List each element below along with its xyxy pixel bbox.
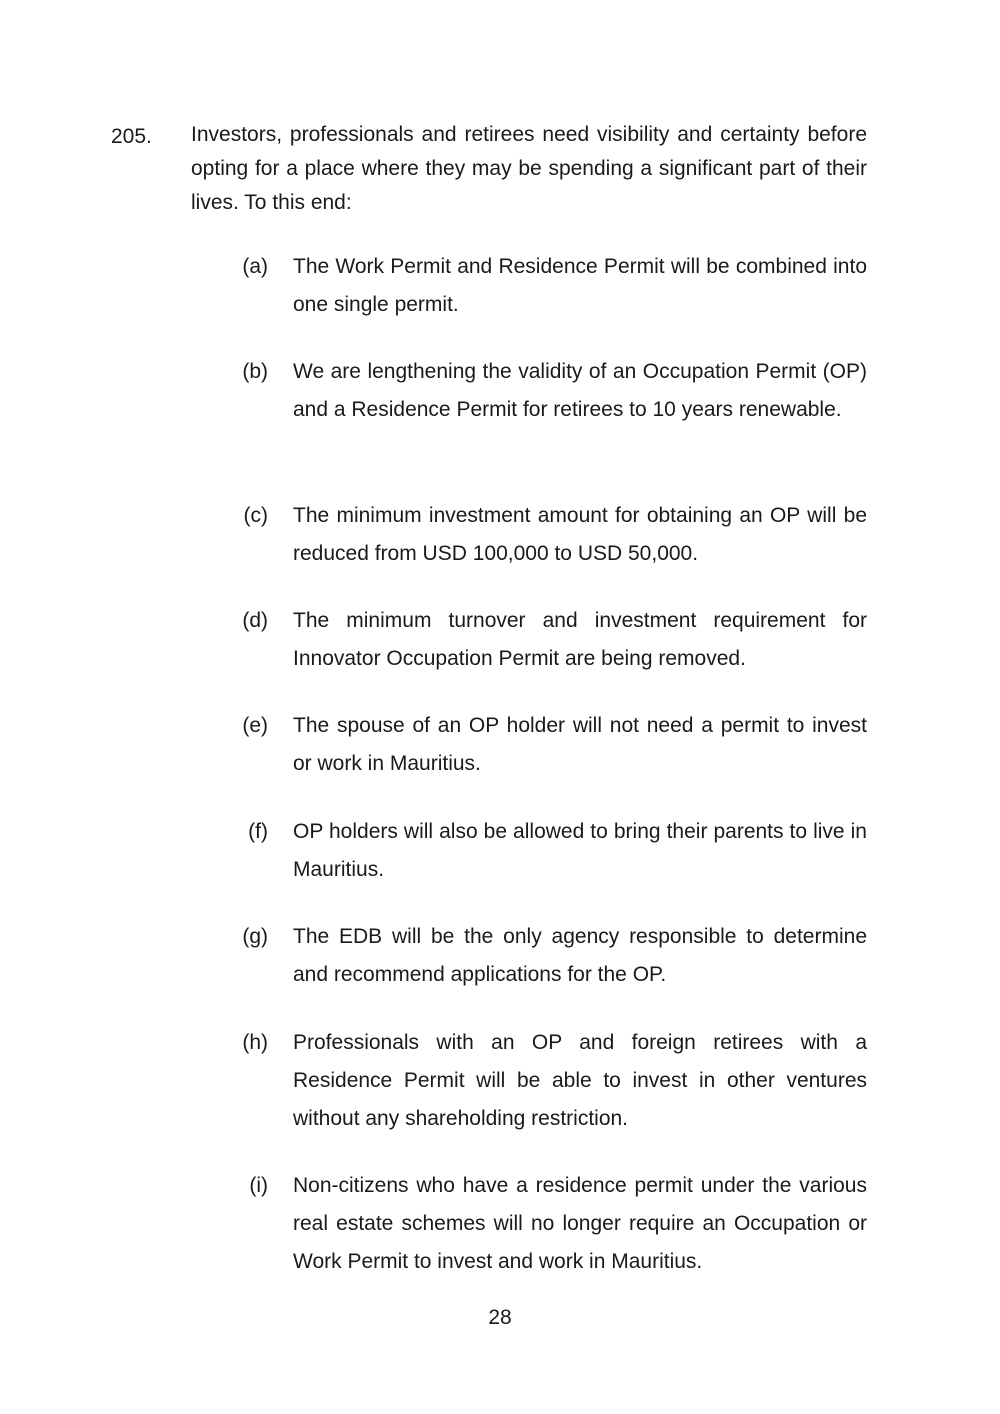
list-item-text: Non-citizens who have a residence permit under the various real estate schemes will no longer require an Occupation or Work Permit to invest and work in Mauritius. bbox=[293, 1174, 867, 1273]
list-item-label: (b) bbox=[242, 360, 268, 383]
list-item-text: We are lengthening the validity of an Occupation Permit (OP) and a Residence Permit for retirees to 10 years renewable. bbox=[293, 360, 867, 421]
list-item-text: The minimum turnover and investment requirement for Innovator Occupation Permit are being removed. bbox=[293, 609, 867, 670]
list-item-text: The minimum investment amount for obtaining an OP will be reduced from USD 100,000 to USD 50,000. bbox=[293, 504, 867, 565]
list-item-label: (d) bbox=[242, 609, 268, 632]
list-item-label: (h) bbox=[242, 1031, 268, 1054]
list-item-label: (g) bbox=[242, 925, 268, 948]
list-item-label: (i) bbox=[249, 1174, 268, 1197]
list-item-label: (a) bbox=[242, 255, 268, 278]
list-item-text: Professionals with an OP and foreign retirees with a Residence Permit will be able to invest in other ventures without any shareholding restriction. bbox=[293, 1031, 867, 1130]
paragraph-number: 205. bbox=[111, 125, 152, 148]
list-item-label: (f) bbox=[248, 820, 268, 843]
paragraph-text: Investors, professionals and retirees need visibility and certainty before opting for a place where they may be spending a significant part of their lives. To this end: bbox=[191, 123, 867, 214]
list-item-text: OP holders will also be allowed to bring their parents to live in Mauritius. bbox=[293, 820, 867, 881]
list-item-text: The spouse of an OP holder will not need a permit to invest or work in Mauritius. bbox=[293, 714, 867, 775]
list-item-text: The EDB will be the only agency responsible to determine and recommend applications for the OP. bbox=[293, 925, 867, 986]
list-item-label: (c) bbox=[243, 504, 268, 527]
page-number: 28 bbox=[488, 1306, 512, 1329]
list-item-text: The Work Permit and Residence Permit will be combined into one single permit. bbox=[293, 255, 867, 316]
list-item-label: (e) bbox=[242, 714, 268, 737]
